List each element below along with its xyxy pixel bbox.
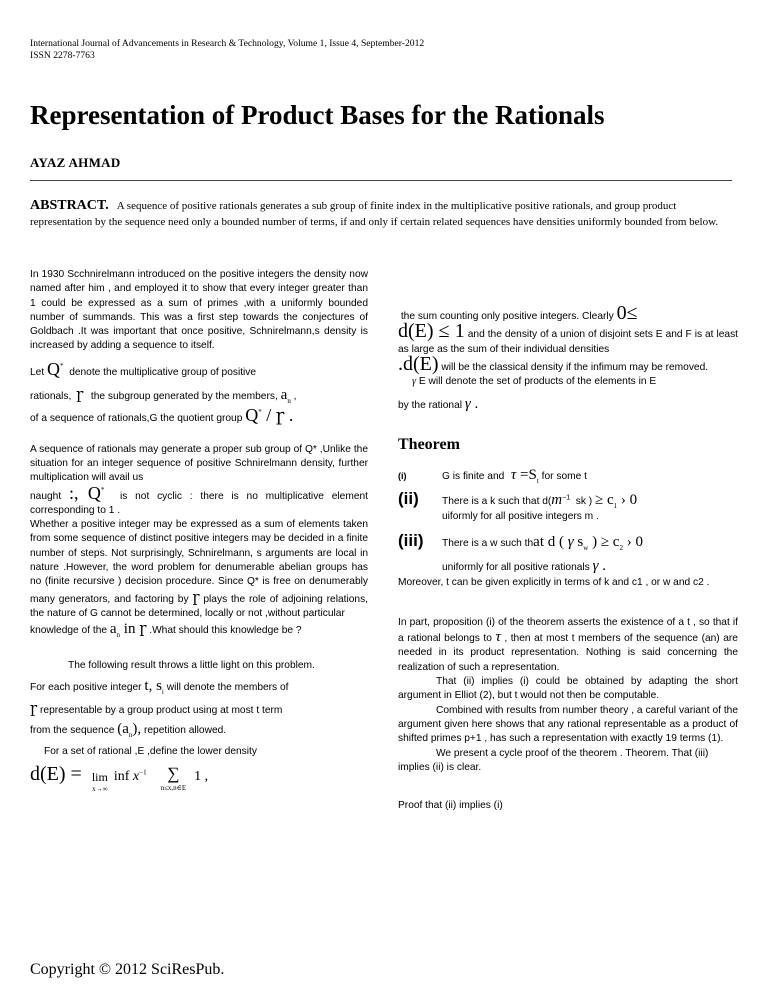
sequence-paragraph: A sequence of rationals may generate a proper sub group of Q* ,Unlike the situation for an integer sequence of positive Schnirelmann density, further multiplication will avail us naught :, Q* is not cyclic : there is no multiplicative element corresponding to 1 . xyxy=(30,443,368,516)
theorem-item-1: (i) G is finite and $\tau =S_t$ for some t xyxy=(398,467,587,486)
clearly-paragraph: the sum counting only positive integers. Clearly 0≤ d(E) ≤ 1 and the density of a union of disjoint sets E and F is at least as large as the sum of their individual densities .d(E) will be the classical density if the infimum may be removed. xyxy=(398,302,738,375)
word-problem-paragraph: Whether a positive integer may be expressed as a sum of elements taken from some sequence of distinct positive integers may be decided in a finite number of steps. Not surprisingly, Schnirelmann, s arguments are local in nature .However, the word problem for denumerable abelian groups has no (finite recursive ) decision procedure. Since Q* is free on denumerably many generators, and factoring by ɼ plays the role of adjoining relations, the nature of G cannot be determined, locally or not ,without particular knowledge of the $a_n$ in ɼ .What should this knowledge be ? xyxy=(30,519,368,640)
lower-density-formula: d(E) = lim x→∞ inf $x^{-1}$ ∑ n≤x,n∈E 1 , xyxy=(30,763,209,794)
intro-paragraph: In 1930 Scchnirelmann introduced on the positive integers the density now named after him , and employed it to show that every integer greater than 1 could be expressed as a sum of primes ,with a uniformly bounded number of summands. This was a first step towards the conjectures of Goldbach .It was important that once positive, Schnirelmann,s density is increased by adding a sequence to itself. xyxy=(30,269,368,352)
density-intro: For a set of rational ,E ,define the lower density xyxy=(44,745,257,757)
proof-heading: Proof that (ii) implies (i) xyxy=(398,800,503,812)
moreover-paragraph: Moreover, t can be given explicitly in terms of k and c1 , or w and c2 . xyxy=(398,576,710,588)
notation-paragraph: Let Q* denote the multiplicative group of positive rationals, ɼ the subgroup generated by the members, $a_n$ , of a sequence of rationals,G the quotient group Q* / ɼ . xyxy=(30,358,297,427)
abstract-label: ABSTRACT. xyxy=(30,198,109,213)
elliot-paragraph: That (ii) implies (i) could be obtained by adapting the short argument in Elliot (2), but t would not then be computable. xyxy=(398,676,738,702)
left-column xyxy=(30,268,368,795)
result-paragraph: The following result throws a little light on this problem. xyxy=(68,659,315,671)
title-divider xyxy=(30,180,732,181)
number-theory-paragraph: Combined with results from number theory , a careful variant of the argument given here shows that any rational representable as a product of shifted primes p+1 , has such a representation with exactly 19 terms (1). xyxy=(398,704,738,745)
abstract xyxy=(30,198,738,230)
journal-header xyxy=(30,38,730,62)
right-column: the sum counting only positive integers. Clearly 0≤ d(E) ≤ 1 and the density of a union of disjoint sets E and F is at least as large as the sum of their individual densities .d(E) will be the classical density if the infimum may be removed. γ E will denote the set of products of the elements in E by the rational γ . Theorem (i) G is finite and $\tau =S_t$ for some t (ii) There is a k such that $d(m^{-1}$ sk ) ≥ $c_1$ › 0 uiformly for all positive integers m . (iii) There is a w such that d ( γ $s_w$ ) ≥ $c_2$ › 0 uniformly for all positive rationals γ . Moreover, t can be given explicitly in terms of k and c1 , or w and c2 . In part, proposition (i) of the theorem asserts the existence of a t , so that if a rational belongs to τ , then at most t members of the sequence (an) are needed in its product representation. Nothing is said concerning the realization of such a representation. That (ii) implies (i) could be obtained by adapting the short argument in Elliot (2), but t would not then be computable. Combined with results from number theory , a careful variant of the argument given here shows that any rational representable as a product of shifted primes p+1 , has such a representation with exactly 19 terms (1). We present a cycle proof of the theorem . Theorem. That (iii) implies (ii) is clear. Proof that (ii) implies (i) xyxy=(398,268,738,813)
theorem-heading: Theorem xyxy=(398,435,460,453)
abstract-text: A sequence of positive rationals generates a sub group of finite index in the multiplicative positive rationals, and group product representation by the sequence need only a bounded number of terms, if and only if certain related sequences have densities uniformly bounded from below. xyxy=(30,200,719,228)
theorem-item-3: (iii) There is a w such that d ( γ $s_w$ ) ≥ $c_2$ › 0 xyxy=(398,530,643,552)
author-name: AYAZ AHMAD xyxy=(30,155,121,170)
cycle-proof-paragraph: We present a cycle proof of the theorem . Theorem. That (iii) implies (ii) is clear. xyxy=(398,747,709,773)
q-star-symbol: Q* xyxy=(47,358,64,379)
journal-line: International Journal of Advancements in Research & Technology, Volume 1, Issue 4, September-2012 xyxy=(30,38,425,49)
copyright-footer: Copyright © 2012 SciResPub. xyxy=(30,961,225,978)
part-paragraph: In part, proposition (i) of the theorem asserts the existence of a t , so that if a rational belongs to τ , then at most t members of the sequence (an) are needed in its product representation. Nothing is said concerning the realization of such a representation. xyxy=(398,616,738,673)
theorem-item-2: (ii) There is a k such that $d(m^{-1}$ sk ) ≥ $c_1$ › 0 uiformly for all positive integers m . xyxy=(398,489,638,522)
gamma-paragraph: γ E will denote the set of products of the elements in E xyxy=(412,376,657,388)
definition-paragraph: For each positive integer t, $s_i$ will denote the members of ɼ representable by a group product using at most t term from the sequence $(a_n)$, repetition allowed. xyxy=(30,677,289,740)
issn: ISSN 2278-7763 xyxy=(30,50,95,61)
paper-title: Representation of Product Bases for the Rationals xyxy=(30,100,605,130)
a-n-symbol: $a_n$ xyxy=(280,387,291,406)
